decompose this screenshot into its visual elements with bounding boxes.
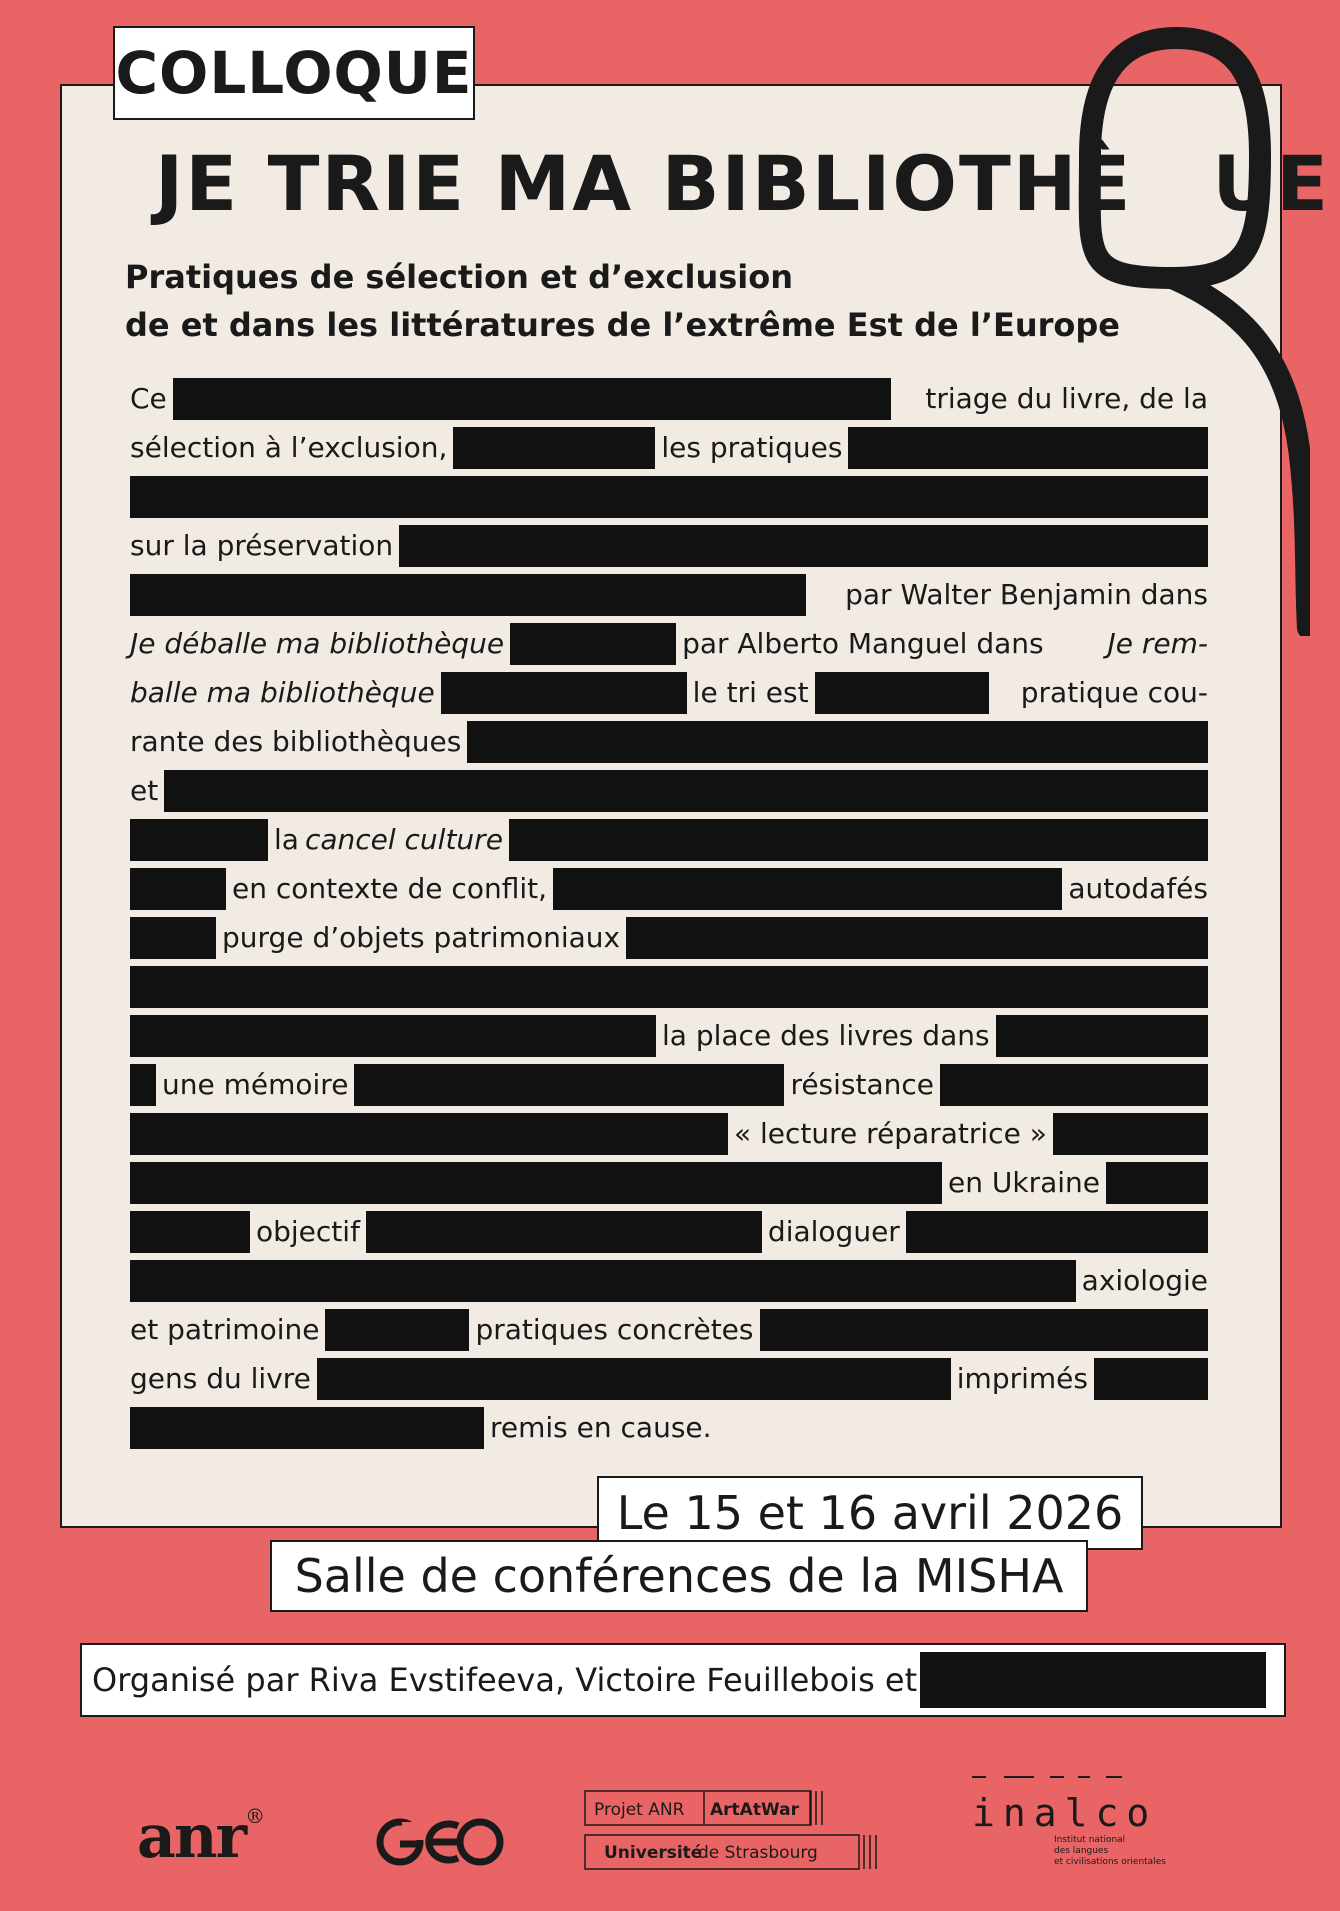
redaction-bar <box>173 378 891 420</box>
anr-logo <box>137 1802 263 1872</box>
body-text-fragment: la <box>274 823 299 856</box>
body-line <box>130 1305 1208 1354</box>
body-text-fragment: en contexte de conflit, <box>232 872 547 905</box>
body-text-fragment: Je rem- <box>1107 627 1208 660</box>
redaction-bar <box>130 1015 656 1057</box>
body-line <box>130 962 1208 1011</box>
redaction-bar <box>130 1260 1076 1302</box>
redaction-bar <box>453 427 655 469</box>
redaction-bar <box>510 623 676 665</box>
body-line <box>130 815 1208 864</box>
inalco-wordmark: inalco <box>972 1791 1158 1835</box>
body-line <box>130 1109 1208 1158</box>
body-line <box>130 521 1208 570</box>
body-text-fragment: rante des bibliothèques <box>130 725 462 758</box>
body-line <box>130 1011 1208 1060</box>
inalco-tagline-1: Institut national <box>1054 1835 1126 1845</box>
body-line <box>130 1403 1208 1452</box>
subtitle <box>125 253 1120 349</box>
body-line <box>130 864 1208 913</box>
body-text-fragment: axiologie <box>1081 1264 1208 1297</box>
body-line <box>130 1158 1208 1207</box>
redacted-body-text <box>130 374 1208 1452</box>
redaction-bar <box>325 1309 469 1351</box>
redaction-bar <box>130 574 806 616</box>
body-text-fragment: pratiques concrètes <box>475 1313 754 1346</box>
body-text-fragment: pratique cou- <box>1020 676 1208 709</box>
body-text-fragment: sélection à l’exclusion, <box>130 431 448 464</box>
redaction-bar <box>815 672 989 714</box>
anr-logo-text: anr <box>137 1802 246 1872</box>
redaction-bar <box>906 1211 1208 1253</box>
redaction-bar <box>996 1015 1208 1057</box>
redaction-bar <box>940 1064 1208 1106</box>
body-line <box>130 668 1208 717</box>
body-line <box>130 374 1208 423</box>
redaction-bar <box>130 917 216 959</box>
body-text-fragment: balle ma bibliothèque <box>130 676 435 709</box>
redaction-bar <box>848 427 1208 469</box>
inalco-tagline-3: et civilisations orientales <box>1054 1857 1166 1867</box>
body-text-fragment: le tri est <box>692 676 809 709</box>
body-line <box>130 1060 1208 1109</box>
event-date: Le 15 et 16 avril 2026 <box>597 1476 1143 1550</box>
title-part2: UE <box>1212 139 1331 228</box>
subtitle-line-1: Pratiques de sélection et d’exclusion <box>125 258 794 296</box>
body-line <box>130 766 1208 815</box>
redaction-bar <box>130 1064 156 1106</box>
redaction-bar <box>626 917 1208 959</box>
redaction-bar <box>130 1113 728 1155</box>
redaction-bar <box>1053 1113 1208 1155</box>
body-text-fragment: objectif <box>256 1215 360 1248</box>
redaction-bar <box>130 1211 250 1253</box>
body-line <box>130 717 1208 766</box>
body-text-fragment: par Walter Benjamin dans <box>845 578 1208 611</box>
body-line <box>130 570 1208 619</box>
body-text-fragment: les pratiques <box>661 431 843 464</box>
body-text-fragment: autodafés <box>1068 872 1208 905</box>
redaction-bar <box>130 868 226 910</box>
body-text-fragment: Ce <box>130 382 167 415</box>
redaction-bar <box>441 672 687 714</box>
geo-logo <box>372 1812 512 1872</box>
body-line <box>130 913 1208 962</box>
body-text-fragment: cancel culture <box>304 823 503 856</box>
redaction-bar <box>130 819 268 861</box>
redaction-bar <box>130 1407 484 1449</box>
body-text-fragment: imprimés <box>956 1362 1088 1395</box>
body-text-fragment: « lecture réparatrice » <box>734 1117 1047 1150</box>
redaction-bar <box>164 770 1208 812</box>
redaction-bar <box>366 1211 762 1253</box>
event-venue: Salle de conférences de la MISHA <box>270 1540 1088 1612</box>
redaction-bar <box>130 476 1208 518</box>
subtitle-line-2: de et dans les littératures de l’extrême Est de l’Europe <box>125 306 1120 344</box>
redaction-bar <box>130 966 1208 1008</box>
university-label: Université <box>604 1843 703 1863</box>
body-text-fragment: résistance <box>790 1068 935 1101</box>
redaction-bar <box>1106 1162 1208 1204</box>
redaction-bar <box>509 819 1208 861</box>
body-text-fragment: sur la préservation <box>130 529 394 562</box>
redaction-bar <box>399 525 1208 567</box>
title-part1: JE TRIE MA BIBLIOTHÈ <box>155 139 1133 228</box>
body-text-fragment: la place des livres dans <box>662 1019 990 1052</box>
redaction-bar <box>354 1064 784 1106</box>
anr-registered-mark: ® <box>245 1804 264 1828</box>
inalco-tagline-2: des langues <box>1054 1846 1109 1856</box>
redaction-bar <box>553 868 1062 910</box>
body-text-fragment: et <box>130 774 159 807</box>
organizer-redaction-bar <box>920 1652 1266 1708</box>
body-text-fragment: dialoguer <box>767 1215 900 1248</box>
body-text-fragment: une mémoire <box>162 1068 349 1101</box>
strasbourg-label: de Strasbourg <box>698 1843 818 1863</box>
body-line <box>130 423 1208 472</box>
redaction-bar <box>467 721 1208 763</box>
body-line <box>130 1207 1208 1256</box>
body-text-fragment: Je déballe ma bibliothèque <box>130 627 505 660</box>
colloque-label: COLLOQUE <box>113 26 475 120</box>
organizers: Organisé par Riva Evstifeeva, Victoire Feuillebois et <box>80 1643 1286 1717</box>
body-text-fragment: gens du livre <box>130 1362 311 1395</box>
body-line <box>130 1256 1208 1305</box>
body-line <box>130 619 1208 668</box>
body-line <box>130 472 1208 521</box>
body-text-fragment: et patrimoine <box>130 1313 320 1346</box>
body-text-fragment: triage du livre, de la <box>925 382 1208 415</box>
redaction-bar <box>760 1309 1209 1351</box>
redaction-bar <box>130 1162 942 1204</box>
inalco-logo <box>968 1772 1198 1882</box>
body-text-fragment: en Ukraine <box>948 1166 1101 1199</box>
body-line <box>130 1354 1208 1403</box>
body-text-fragment: purge d’objets patrimoniaux <box>222 921 621 954</box>
artatwar-name: ArtAtWar <box>710 1800 799 1820</box>
artatwar-project-label: Projet ANR <box>594 1800 685 1820</box>
artatwar-logo <box>584 1790 904 1880</box>
redaction-bar <box>317 1358 951 1400</box>
redaction-bar <box>1094 1358 1208 1400</box>
body-text-fragment: remis en cause. <box>490 1411 712 1444</box>
body-text-fragment: par Alberto Manguel dans <box>682 627 1044 660</box>
